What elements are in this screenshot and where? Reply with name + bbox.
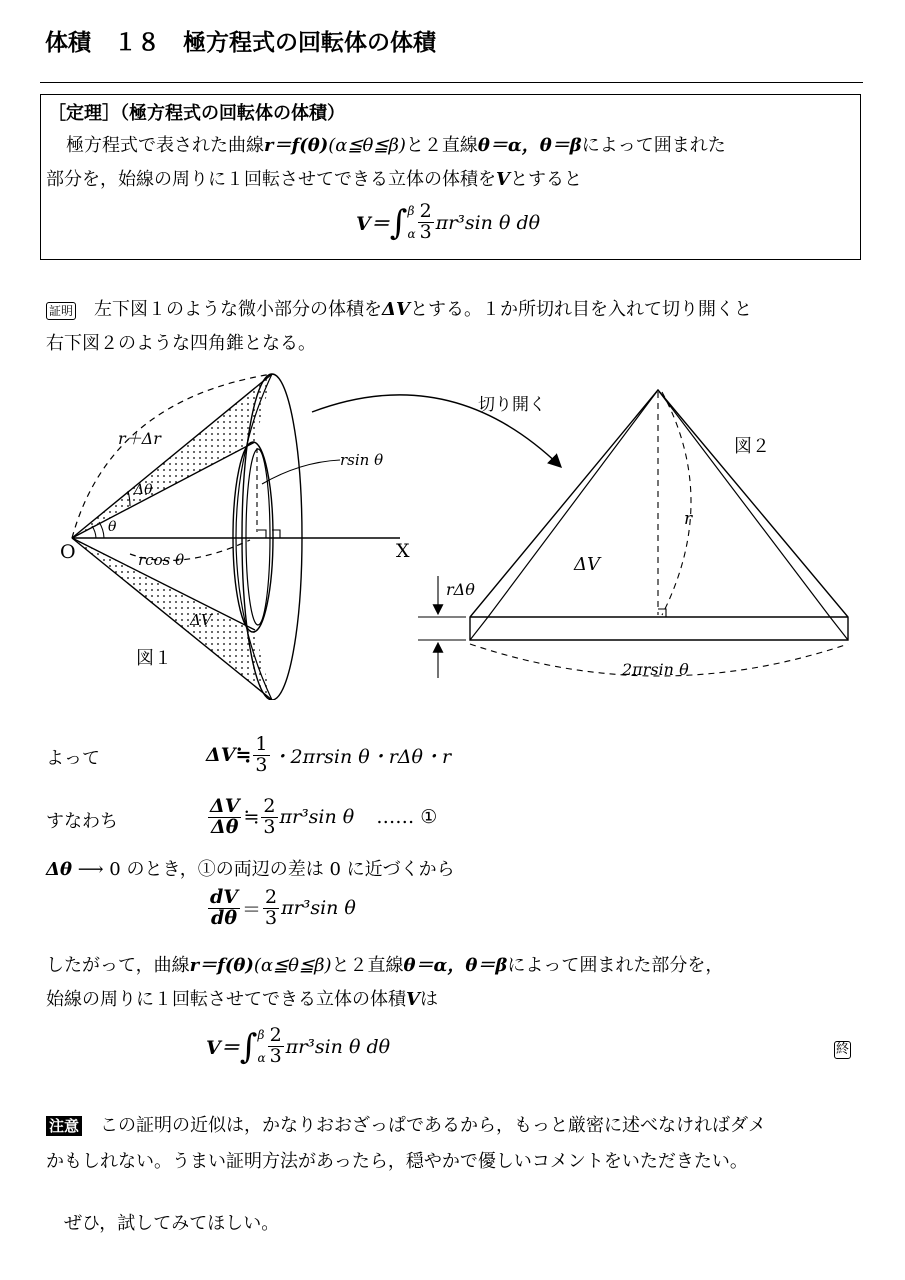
svg-text:rcos θ: rcos θ [138, 551, 185, 569]
label-x: X [396, 540, 410, 562]
proof-tag: 証明 [46, 302, 76, 320]
svg-text:ΔV: ΔV [190, 611, 212, 629]
theorem-line-2: 部分を，始線の周りに１回転させてできる立体の体積をVとすると [46, 169, 582, 190]
deriv-eq2: $\frac{\Delta V}{\Delta\theta}$ ≒ $\frac{2}{3}$ πr³sin θ …… ① [210, 795, 438, 838]
deriv-conc-2: 始線の周りに１回転させてできる立体の体積Vは [46, 989, 438, 1010]
svg-text:2πrsin θ: 2πrsin θ [622, 660, 689, 679]
svg-text:rΔθ: rΔθ [446, 580, 475, 599]
note-line-2: かもしれない。うまい証明方法があったら，穏やかで優しいコメントをいただきたい。 [46, 1151, 748, 1172]
deriv-yotte: よって [46, 748, 100, 769]
theorem-line-1: 極方程式で表された曲線r＝f(θ)(α≦θ≦β)と２直線θ＝α，θ＝βによって囲まれた [66, 135, 726, 156]
outer-ring [242, 374, 302, 700]
svg-text:θ: θ [108, 519, 117, 535]
title-rule [40, 82, 863, 83]
proof-line-2: 右下図２のような四角錐となる。 [46, 333, 316, 354]
figure-1-caption: 図１ [136, 648, 172, 669]
label-origin: O [60, 541, 76, 563]
svg-text:rsin θ: rsin θ [340, 451, 384, 469]
svg-text:ΔV: ΔV [574, 554, 600, 575]
deriv-eq1: ΔV≒ $\frac{1}{3}$ ・2πrsin θ・rΔθ・r [206, 733, 452, 776]
theorem-formula: V＝ ∫ β α $\frac{2}{3}$ πr³sin θ dθ [356, 200, 541, 244]
deriv-limit: Δθ ⟶ 0 のとき，①の両辺の差は 0 に近づくから [46, 859, 455, 880]
deriv-conc-1: したがって，曲線r＝f(θ)(α≦θ≦β)と２直線θ＝α，θ＝βによって囲まれた部分を， [46, 955, 724, 976]
end-mark: 終 [836, 1042, 850, 1057]
deriv-eq4: V＝ ∫ β α $\frac{2}{3}$ πr³sin θ dθ [206, 1024, 391, 1068]
figure-diagram [0, 360, 905, 700]
svg-text:r＋Δr: r＋Δr [118, 429, 161, 448]
inner-ring [233, 442, 273, 632]
figure-2 [418, 390, 848, 679]
proof-line-1: 証明 左下図１のような微小部分の体積をΔVとする。１か所切れ目を入れて切り開くと [46, 294, 752, 326]
figure-2-caption: 図２ [734, 436, 770, 457]
note-tag: 注意 [46, 1116, 82, 1136]
figure-1 [60, 374, 410, 700]
svg-text:r: r [684, 509, 693, 529]
cut-open-label: 切り開く [478, 395, 546, 415]
closing-line: ぜひ，試してみてほしい。 [64, 1213, 280, 1234]
note-line-1: 注意 この証明の近似は，かなりおおざっぱであるから，もっと厳密に述べなければダメ [46, 1110, 766, 1142]
deriv-eq3: $\frac{dV}{d\theta}$ ＝ $\frac{2}{3}$ πr³sin θ [210, 886, 356, 929]
page-title: 体積 １８ 極方程式の回転体の体積 [45, 30, 436, 56]
svg-text:Δθ: Δθ [134, 482, 153, 498]
theorem-heading: ［定理］（極方程式の回転体の体積） [48, 103, 345, 124]
deriv-sunawachi: すなわち [46, 811, 118, 832]
